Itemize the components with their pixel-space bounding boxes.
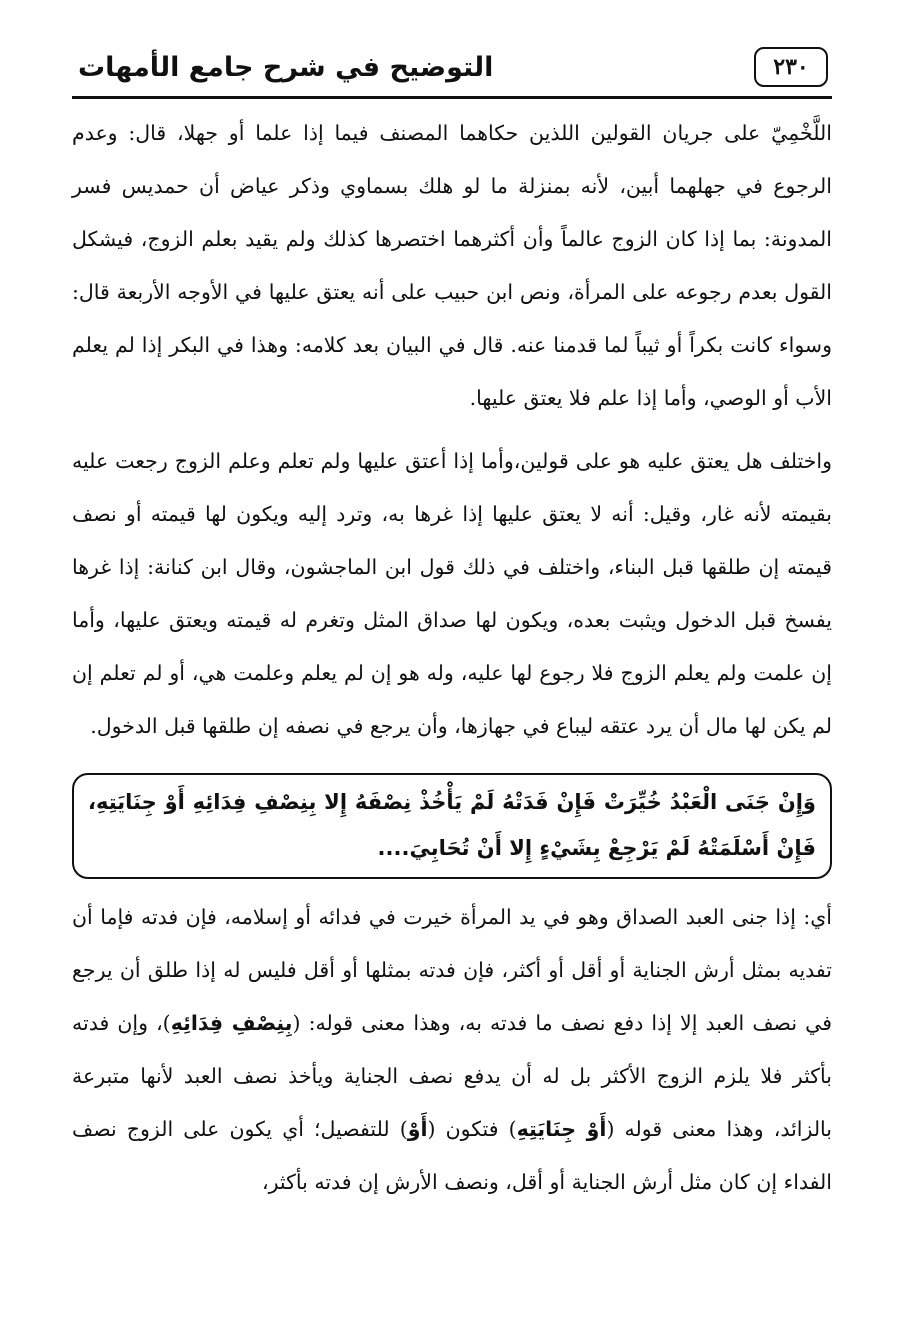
paragraph-2: واختلف هل يعتق عليه هو على قولين،وأما إذا أعتق عليها ولم تعلم وعلم الزوج رجعت عليه بقيمته لأنه غار، وقيل: أنه لا يعتق عليها إذا غرها به، وترد إليه ويكون لها قيمته أو نصف قيمته إن طلقها قبل البناء، واختلف في ذلك قول ابن الماجشون، وقال ابن كنانة: إذا غرها يفسخ قبل الدخول ويثبت بعده، ويكون لها صداق المثل وتغرم له قيمته ويعتق عليها، وأما إن علمت ولم يعلم الزوج فلا رجوع لها عليه، وله هو إن لم يعلم وعلمت هي، أو لم تعلم إن لم يكن لها مال أن يرد عتقه ليباع في جهازها، وأن يرجع في نصفه إن طلقها قبل الدخول. (72, 449, 832, 738)
page-number (754, 47, 828, 87)
matn-quote-box (72, 773, 832, 879)
paragraph-1: اللَّخْمِيّ على جريان القولين اللذين حكاهما المصنف فيما إذا علما أو جهلا، قال: وعدم الرجوع في جهلهما أبين، لأنه بمنزلة ما لو هلك بسماوي وذكر عياض أن حمديس فسر المدونة: بما إذا كان الزوج عالماً وأن أكثرهما اختصرها كذلك ولم يقيد بعلم الزوج، فيشكل القول بعدم رجوعه على المرأة، ونص ابن حبيب على أنه يعتق عليها في الأوجه الأربعة قال: وسواء كانت بكراً أو ثيباً لما قدمنا عنه. قال في البيان بعد كلامه: وهذا في البكر إذا لم يعلم الأب أو الوصي، وأما إذا علم فلا يعتق عليها. (72, 121, 832, 410)
page-header (72, 38, 832, 99)
paragraph-3-end: ) للتفصيل؛ أي يكون على الزوج نصف الفداء إن كان مثل أرش الجناية أو أقل، ونصف الأرش إن فدته بأكثر، (72, 1117, 832, 1194)
quoted-phrase-3: أَوْ (407, 1117, 428, 1141)
paragraph-3 (72, 891, 832, 1209)
paragraph-3-start: أي: إذا جنى العبد الصداق وهو في يد المرأة خيرت في فدائه أو إسلامه، فإن فدته فإما أن تفديه بمثل أرش الجناية أو أقل أو أكثر، فإن فدته بمثلها أو أقل فليس له إذا طلق أن يرجع في نصف العبد إلا إذا دفع نصف ما فدته به، وهذا معنى قوله: ( (72, 905, 832, 1035)
paragraph-3-mid-2: ) فتكون ( (427, 1117, 517, 1141)
running-title: التوضيح في شرح جامع الأمهات (78, 51, 494, 83)
quoted-phrase-1: بِنِصْفِ فِدَائِهِ (170, 1011, 293, 1035)
paragraph-3-mid-1: )، وإن فدته بأكثر فلا يلزم الزوج الأكثر بل له أن يدفع نصف الجناية ويأخذ نصف العبد لأنها متبرعة بالزائد، وهذا معنى قوله ( (72, 1011, 833, 1141)
page (72, 38, 832, 1298)
page-number-text: ٢٣٠ (773, 54, 809, 80)
matn-quote-text: وَإِنْ جَنَى الْعَبْدُ خُيِّرَتْ فَإِنْ فَدَتْهُ لَمْ يَأْخُذْ نِصْفَهُ إِلا بِنِصْفِ فِدَائِهِ أَوْ جِنَايَتِهِ، فَإِنْ أَسْلَمَتْهُ لَمْ يَرْجِعْ بِشَيْءٍ إِلا أَنْ تُحَابِيَ.... (88, 790, 816, 860)
quoted-phrase-2: أَوْ جِنَايَتِهِ (516, 1117, 607, 1141)
